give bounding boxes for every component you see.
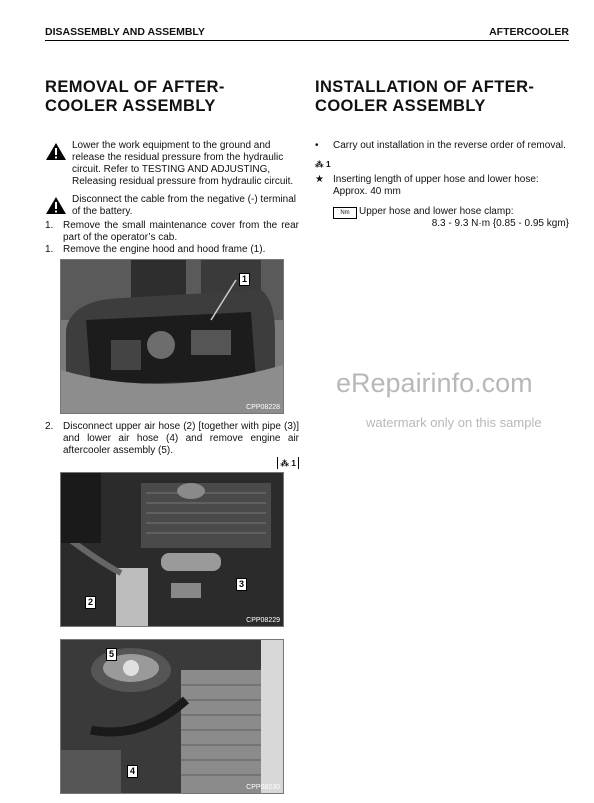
- install-bullet: • Carry out installation in the reverse order of removal.: [315, 140, 566, 151]
- torque-spec: Nm Upper hose and lower hose clamp: 8.3 - 9.3 N·m {0.85 - 0.95 kgm}: [315, 206, 569, 230]
- callout-label: 1: [239, 273, 250, 286]
- chapter-title: AFTERCOOLER: [489, 26, 569, 38]
- photo-air-hoses: [60, 472, 284, 627]
- installation-column: [315, 78, 569, 230]
- installation-title: INSTALLATION OF AFTER- COOLER ASSEMBLY: [315, 78, 535, 115]
- removal-title: REMOVAL OF AFTER- COOLER ASSEMBLY: [45, 78, 225, 115]
- torque-value: 8.3 - 9.3 N·m {0.85 - 0.95 kgm}: [431, 218, 569, 229]
- watermark-subtext: watermark only on this sample: [366, 415, 542, 430]
- callout-label: 5: [106, 648, 117, 661]
- photo-code: CPP08230: [246, 784, 280, 791]
- callout-label: 4: [127, 765, 138, 778]
- step-item: 2. Disconnect upper air hose (2) [together with pipe (3)] and lower air hose (4) and remove engine air aftercooler assembly (5). ⁂ 1: [45, 421, 299, 468]
- torque-wrench-icon: Nm: [333, 207, 357, 219]
- callout-label: 3: [236, 578, 247, 591]
- watermark-text: eRepairinfo.com: [336, 368, 533, 398]
- step-item: 1. Remove the engine hood and hood frame (1).: [45, 244, 266, 255]
- removal-column: [45, 78, 299, 794]
- photo-aftercooler: [60, 639, 284, 794]
- install-note: ★ Inserting length of upper hose and lower hose: Approx. 40 mm: [315, 174, 539, 197]
- warning-icon: [45, 142, 67, 161]
- photo-engine-hood: [60, 259, 284, 414]
- section-title: DISASSEMBLY AND ASSEMBLY: [45, 26, 205, 38]
- star-icon: ★: [315, 174, 324, 185]
- photo-code: CPP08228: [246, 404, 280, 411]
- warning-residual-pressure: Lower the work equipment to the ground and release the residual pressure from the hydraulic circuit. Refer to TESTING AND ADJUSTING, Releasing residual pressure from hydraulic circuit.: [45, 140, 299, 188]
- photo-code: CPP08229: [246, 617, 280, 624]
- warning-icon: [45, 196, 67, 215]
- callout-label: 2: [85, 596, 96, 609]
- reference-marker: ⁂ 1: [63, 457, 299, 470]
- page-header: [45, 26, 569, 41]
- warning-battery: Disconnect the cable from the negative (-) terminal of the battery.: [45, 194, 299, 218]
- reference-marker: ⁂ 1: [315, 159, 331, 169]
- step-item: 1. Remove the small maintenance cover from the rear part of the operator’s cab.: [45, 220, 299, 243]
